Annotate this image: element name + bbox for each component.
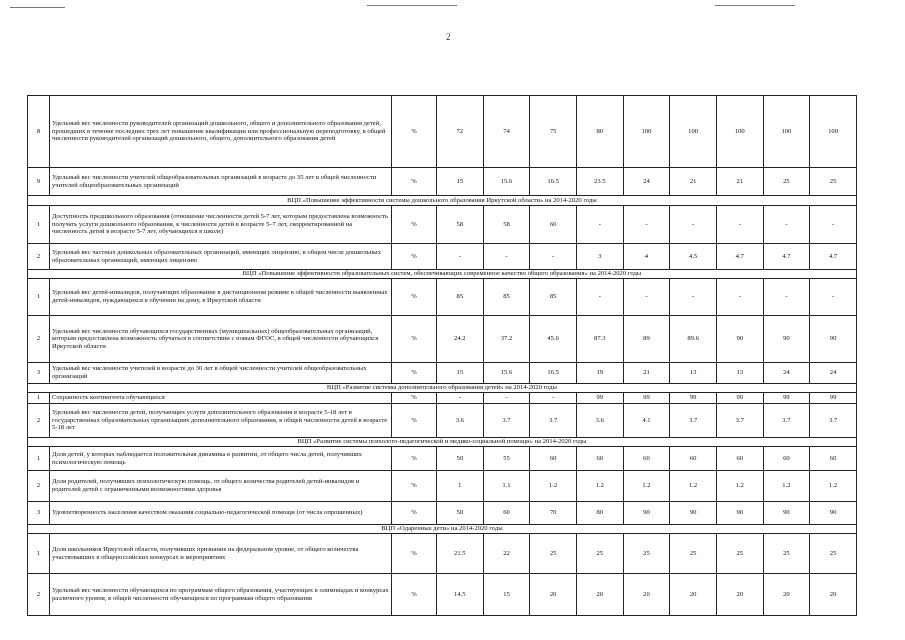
value-cell: 25 bbox=[530, 534, 577, 574]
value-cell: - bbox=[623, 279, 670, 316]
value-cell: 19 bbox=[576, 363, 623, 384]
value-cell: 3.7 bbox=[716, 404, 763, 438]
table-row bbox=[28, 206, 857, 244]
unit-cell: % bbox=[392, 471, 437, 502]
row-number: 9 bbox=[28, 168, 50, 196]
value-cell: 90 bbox=[763, 316, 810, 363]
value-cell: 21 bbox=[716, 168, 763, 196]
value-cell: 20 bbox=[763, 574, 810, 616]
table-row bbox=[28, 96, 857, 168]
value-cell: 90 bbox=[810, 502, 857, 525]
table-row bbox=[28, 502, 857, 525]
value-cell: 99 bbox=[576, 393, 623, 404]
table-row bbox=[28, 393, 857, 404]
value-cell: 90 bbox=[670, 502, 717, 525]
value-cell: 4.7 bbox=[763, 244, 810, 270]
value-cell: 13 bbox=[670, 363, 717, 384]
value-cell: 80 bbox=[576, 502, 623, 525]
value-cell: 89.6 bbox=[670, 316, 717, 363]
value-cell: 74 bbox=[483, 96, 530, 168]
value-cell: 99 bbox=[763, 393, 810, 404]
value-cell: 24 bbox=[763, 363, 810, 384]
value-cell: 1.2 bbox=[576, 471, 623, 502]
section-title: ВЦП «Повышение эффективности системы дошкольного образования Иркутской области» на 2014-2020 годы bbox=[28, 196, 857, 206]
value-cell: 60 bbox=[530, 447, 577, 471]
value-cell: 99 bbox=[623, 393, 670, 404]
value-cell: 90 bbox=[716, 502, 763, 525]
value-cell: - bbox=[576, 279, 623, 316]
table-row bbox=[28, 316, 857, 363]
indicator-text: Удельный вес численности руководителей организаций дошкольного, общего и дополнительного образования детей, прошедших в течение последних трех лет повышение квалификации или профессиональную переподготовку, в общей численности руководителей организаций дошкольного, общего, дополнительного образования детей bbox=[50, 96, 392, 168]
table-row bbox=[28, 574, 857, 616]
value-cell: 99 bbox=[810, 393, 857, 404]
value-cell: 85 bbox=[483, 279, 530, 316]
value-cell: 60 bbox=[530, 206, 577, 244]
value-cell: 4.7 bbox=[716, 244, 763, 270]
row-number: 8 bbox=[28, 96, 50, 168]
value-cell: 3.7 bbox=[763, 404, 810, 438]
value-cell: 1.2 bbox=[530, 471, 577, 502]
value-cell: 3.7 bbox=[483, 404, 530, 438]
value-cell: 22 bbox=[483, 534, 530, 574]
row-number: 1 bbox=[28, 393, 50, 404]
value-cell: 25 bbox=[576, 534, 623, 574]
unit-cell: % bbox=[392, 447, 437, 471]
table-row bbox=[28, 404, 857, 438]
value-cell: 16.5 bbox=[530, 168, 577, 196]
row-number: 2 bbox=[28, 574, 50, 616]
value-cell: - bbox=[576, 206, 623, 244]
value-cell: - bbox=[530, 244, 577, 270]
value-cell: - bbox=[437, 393, 484, 404]
unit-cell: % bbox=[392, 316, 437, 363]
page-number: 2 bbox=[446, 32, 451, 42]
value-cell: 20 bbox=[623, 574, 670, 616]
value-cell: - bbox=[670, 206, 717, 244]
indicators-table bbox=[27, 95, 857, 616]
value-cell: 50 bbox=[437, 502, 484, 525]
value-cell: 25 bbox=[763, 168, 810, 196]
value-cell: 55 bbox=[483, 447, 530, 471]
indicator-text: Удельный вес численности обучающихся по программам общего образования, участвующих в олимпиадах и конкурсах различного уровня, в общей численности обучающихся по программам общего образования bbox=[50, 574, 392, 616]
unit-cell: % bbox=[392, 279, 437, 316]
value-cell: 20 bbox=[810, 574, 857, 616]
table-row bbox=[28, 534, 857, 574]
value-cell: 25 bbox=[763, 534, 810, 574]
row-number: 2 bbox=[28, 471, 50, 502]
value-cell: 99 bbox=[670, 393, 717, 404]
value-cell: - bbox=[623, 206, 670, 244]
value-cell: 1.2 bbox=[623, 471, 670, 502]
value-cell: 60 bbox=[670, 447, 717, 471]
value-cell: 60 bbox=[483, 502, 530, 525]
scan-edge-line-center bbox=[367, 5, 457, 6]
value-cell: 1.1 bbox=[483, 471, 530, 502]
indicator-text: Удельный вес численности обучающихся государственных (муниципальных) общеобразовательных организаций, которым предоставлена возможность обучаться в соответствии с новым ФГОС, в общей численности обучающихся Иркутской области bbox=[50, 316, 392, 363]
value-cell: 25 bbox=[716, 534, 763, 574]
row-number: 1 bbox=[28, 534, 50, 574]
scan-edge-line-left bbox=[10, 7, 65, 8]
indicator-text: Доля школьников Иркутской области, получивших признание на федеральном уровне, от общего количества участвовавших в общероссийских конкурсах и мероприятиях bbox=[50, 534, 392, 574]
value-cell: 13 bbox=[716, 363, 763, 384]
value-cell: - bbox=[530, 393, 577, 404]
indicator-text: Доля родителей, получивших психологическую помощь, от общего количества родителей детей-инвалидов и родителей детей с ограниченными возможностями здоровья bbox=[50, 471, 392, 502]
value-cell: 20 bbox=[670, 574, 717, 616]
section-header-row bbox=[28, 270, 857, 279]
value-cell: - bbox=[763, 206, 810, 244]
value-cell: 37.2 bbox=[483, 316, 530, 363]
value-cell: 89 bbox=[623, 316, 670, 363]
section-header-row bbox=[28, 196, 857, 206]
value-cell: 3.7 bbox=[530, 404, 577, 438]
value-cell: 1.2 bbox=[763, 471, 810, 502]
indicator-text: Доля детей, у которых наблюдается положительная динамика в развитии, от общего числа детей, получивших психологическую помощь bbox=[50, 447, 392, 471]
value-cell: 20 bbox=[530, 574, 577, 616]
unit-cell: % bbox=[392, 244, 437, 270]
value-cell: 20 bbox=[716, 574, 763, 616]
value-cell: 100 bbox=[670, 96, 717, 168]
value-cell: 21 bbox=[623, 363, 670, 384]
row-number: 2 bbox=[28, 316, 50, 363]
value-cell: 15.6 bbox=[483, 168, 530, 196]
value-cell: 15 bbox=[437, 168, 484, 196]
value-cell: 3.6 bbox=[437, 404, 484, 438]
row-number: 2 bbox=[28, 244, 50, 270]
value-cell: 60 bbox=[810, 447, 857, 471]
row-number: 1 bbox=[28, 279, 50, 316]
value-cell: 72 bbox=[437, 96, 484, 168]
value-cell: 45.6 bbox=[530, 316, 577, 363]
value-cell: 100 bbox=[623, 96, 670, 168]
unit-cell: % bbox=[392, 96, 437, 168]
value-cell: 1.2 bbox=[670, 471, 717, 502]
section-header-row bbox=[28, 525, 857, 534]
indicator-text: Удельный вес численности учителей в возрасте до 30 лет в общей численности учителей общеобразовательных организаций bbox=[50, 363, 392, 384]
value-cell: - bbox=[483, 393, 530, 404]
unit-cell: % bbox=[392, 502, 437, 525]
value-cell: 100 bbox=[763, 96, 810, 168]
value-cell: 1.2 bbox=[810, 471, 857, 502]
value-cell: 80 bbox=[576, 96, 623, 168]
value-cell: 90 bbox=[716, 316, 763, 363]
value-cell: 87.3 bbox=[576, 316, 623, 363]
value-cell: 75 bbox=[530, 96, 577, 168]
value-cell: 1 bbox=[437, 471, 484, 502]
unit-cell: % bbox=[392, 168, 437, 196]
value-cell: 25 bbox=[670, 534, 717, 574]
indicator-text: Удельный вес численности детей, получающих услуги дополнительного образования в возрасте 5-18 лет в государственных образовательных организациях дополнительного образования, в общей численности детей в возрасте 5-18 лет bbox=[50, 404, 392, 438]
value-cell: 58 bbox=[437, 206, 484, 244]
value-cell: 100 bbox=[716, 96, 763, 168]
value-cell: 24 bbox=[623, 168, 670, 196]
indicator-text: Удельный вес детей-инвалидов, получающих образование в дистанционном режиме в общей численности выявленных детей-инвалидов, нуждающихся в обучении на дому, в Иркутской области bbox=[50, 279, 392, 316]
value-cell: 15 bbox=[437, 363, 484, 384]
value-cell: 99 bbox=[716, 393, 763, 404]
value-cell: - bbox=[810, 279, 857, 316]
value-cell: 21 bbox=[670, 168, 717, 196]
value-cell: 4.7 bbox=[810, 244, 857, 270]
value-cell: 24.2 bbox=[437, 316, 484, 363]
value-cell: 25 bbox=[810, 168, 857, 196]
unit-cell: % bbox=[392, 574, 437, 616]
value-cell: 21.5 bbox=[437, 534, 484, 574]
table-row bbox=[28, 471, 857, 502]
value-cell: 100 bbox=[810, 96, 857, 168]
value-cell: 90 bbox=[810, 316, 857, 363]
unit-cell: % bbox=[392, 206, 437, 244]
unit-cell: % bbox=[392, 393, 437, 404]
section-header-row bbox=[28, 384, 857, 393]
row-number: 3 bbox=[28, 502, 50, 525]
value-cell: 4.1 bbox=[623, 404, 670, 438]
value-cell: 15.6 bbox=[483, 363, 530, 384]
table-row bbox=[28, 168, 857, 196]
row-number: 3 bbox=[28, 363, 50, 384]
indicator-text: Доступность предшкольного образования (отношение численности детей 5-7 лет, которым предоставлена возможность получать услуги дошкольного образования, к численности детей в возрасте 5–7 лет, скорректированной на численность детей в возрасте 5-7 лет, обучающихся в школе) bbox=[50, 206, 392, 244]
value-cell: - bbox=[716, 279, 763, 316]
section-title: ВЦП «Повышение эффективности образовательных систем, обеспечивающих современное качество общего образования» на 2014-2020 годы bbox=[28, 270, 857, 279]
value-cell: 15 bbox=[483, 574, 530, 616]
value-cell: 60 bbox=[716, 447, 763, 471]
unit-cell: % bbox=[392, 404, 437, 438]
value-cell: 1.2 bbox=[716, 471, 763, 502]
unit-cell: % bbox=[392, 363, 437, 384]
value-cell: 16.5 bbox=[530, 363, 577, 384]
value-cell: 60 bbox=[623, 447, 670, 471]
table-row bbox=[28, 244, 857, 270]
table-row bbox=[28, 279, 857, 316]
table-row bbox=[28, 363, 857, 384]
value-cell: 58 bbox=[483, 206, 530, 244]
section-title: ВЦП «Одаренные дети» на 2014-2020 годы bbox=[28, 525, 857, 534]
value-cell: 3 bbox=[576, 244, 623, 270]
value-cell: 25 bbox=[810, 534, 857, 574]
value-cell: 20 bbox=[576, 574, 623, 616]
value-cell: 90 bbox=[763, 502, 810, 525]
row-number: 1 bbox=[28, 447, 50, 471]
value-cell: 4.5 bbox=[670, 244, 717, 270]
section-header-row bbox=[28, 438, 857, 447]
indicator-text: Сохранность контингента обучающихся bbox=[50, 393, 392, 404]
value-cell: 24 bbox=[810, 363, 857, 384]
indicator-text: Удовлетворенность населения качеством оказания социально-педагогической помощи (от числа опрошенных) bbox=[50, 502, 392, 525]
value-cell: - bbox=[716, 206, 763, 244]
unit-cell: % bbox=[392, 534, 437, 574]
value-cell: 3.7 bbox=[810, 404, 857, 438]
value-cell: - bbox=[670, 279, 717, 316]
section-title: ВЦП «Развитие системы дополнительного образования детей» на 2014-2020 годы bbox=[28, 384, 857, 393]
value-cell: 3.7 bbox=[670, 404, 717, 438]
value-cell: 50 bbox=[437, 447, 484, 471]
value-cell: 60 bbox=[763, 447, 810, 471]
section-title: ВЦП «Развитие системы психолого-педагогической и медико-социальной помощи» на 2014-2020 годы bbox=[28, 438, 857, 447]
indicator-text: Удельный вес численности учителей общеобразовательных организаций в возрасте до 35 лет в общей численности учителей общеобразовательных организаций bbox=[50, 168, 392, 196]
value-cell: 3.6 bbox=[576, 404, 623, 438]
value-cell: 70 bbox=[530, 502, 577, 525]
table-row bbox=[28, 447, 857, 471]
value-cell: 14.5 bbox=[437, 574, 484, 616]
indicator-text: Удельный вес частных дошкольных образовательных организаций, имеющих лицензию, в общем числе дошкольных образовательных организаций, имеющих лицензию bbox=[50, 244, 392, 270]
value-cell: - bbox=[437, 244, 484, 270]
value-cell: 25 bbox=[623, 534, 670, 574]
value-cell: 90 bbox=[623, 502, 670, 525]
value-cell: 85 bbox=[530, 279, 577, 316]
value-cell: - bbox=[810, 206, 857, 244]
value-cell: - bbox=[763, 279, 810, 316]
value-cell: 60 bbox=[576, 447, 623, 471]
row-number: 1 bbox=[28, 206, 50, 244]
value-cell: 23.5 bbox=[576, 168, 623, 196]
value-cell: 85 bbox=[437, 279, 484, 316]
value-cell: - bbox=[483, 244, 530, 270]
scan-edge-line-right bbox=[715, 5, 795, 6]
value-cell: 4 bbox=[623, 244, 670, 270]
row-number: 2 bbox=[28, 404, 50, 438]
